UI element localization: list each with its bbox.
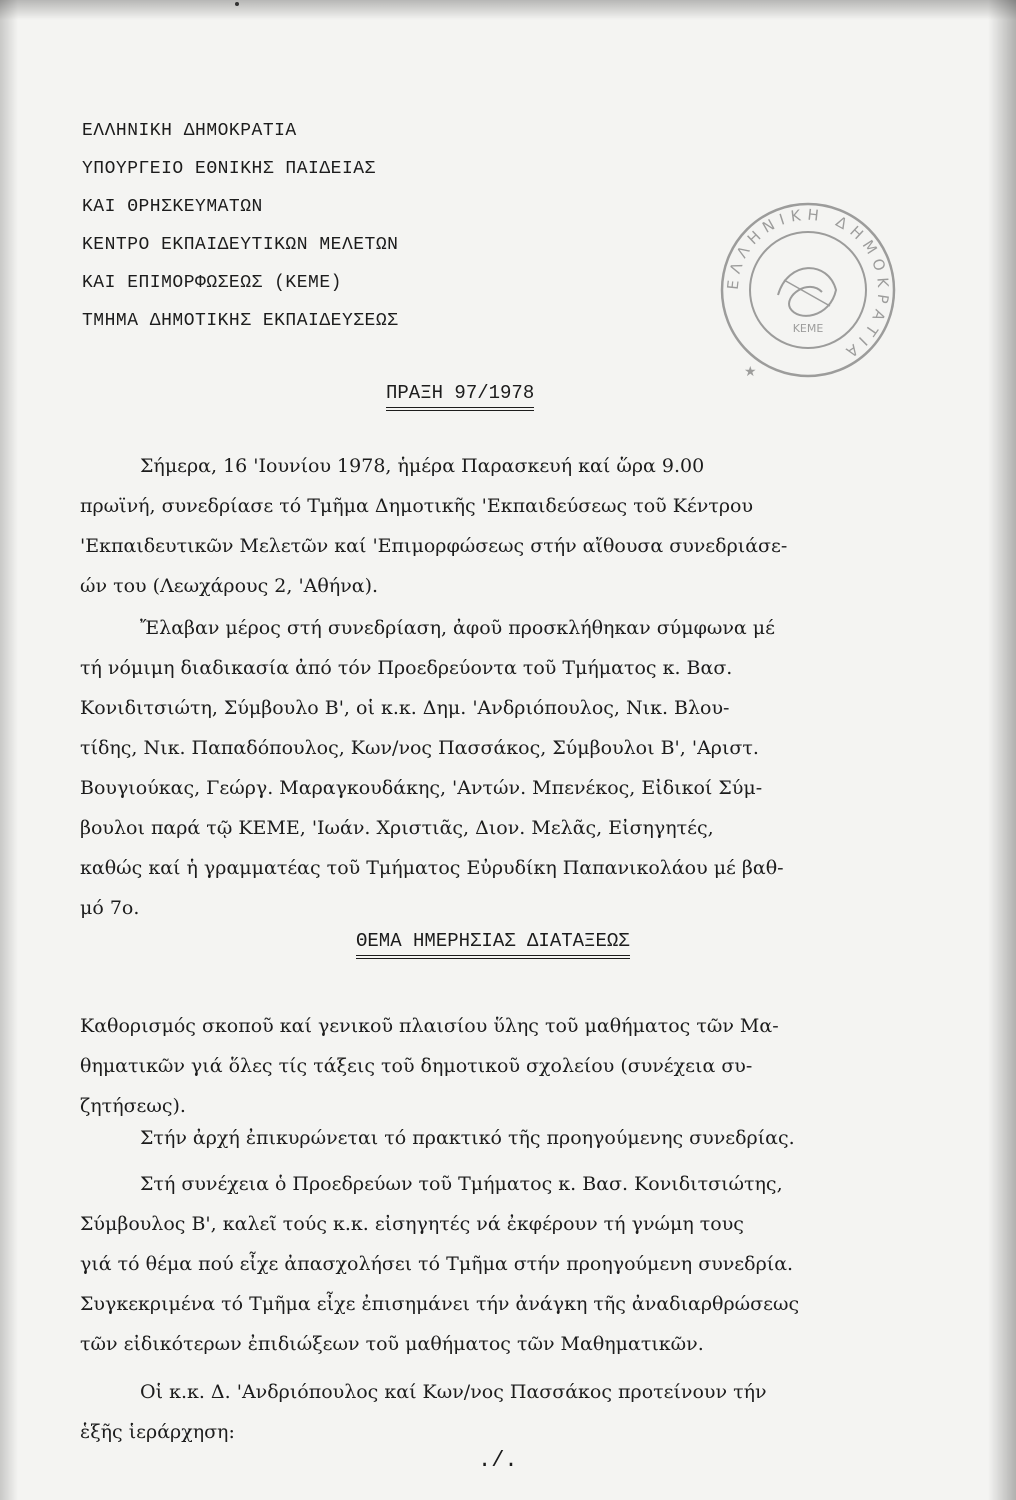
intro-line-3: 'Εκπαιδευτικῶν Μελετῶν καί 'Επιμορφώσεως στήν αἴθουσα συνεδριάσε- bbox=[80, 535, 788, 557]
topic-line-2: θηματικῶν γιά ὅλες τίς τάξεις τοῦ δημοτικοῦ σχολείου (συνέχεια συ- bbox=[80, 1055, 753, 1077]
participants-line-4: τίδης, Νικ. Παπαδόπουλος, Κων/νος Πασσάκος, Σύμβουλοι Β', 'Αριστ. bbox=[80, 737, 759, 759]
proposal-paragraph bbox=[80, 1372, 950, 1452]
stamp-outer-text: ΕΛΛΗΝΙΚΗ ΔΗΜΟΚΡΑΤΙΑ bbox=[723, 205, 893, 365]
topic-paragraph bbox=[80, 1006, 950, 1126]
header-line-4: ΚΕΝΤΡΟ ΕΚΠΑΙΔΕΥΤΙΚΩΝ ΜΕΛΕΤΩΝ bbox=[82, 235, 399, 255]
topic-line-3: ζητήσεως). bbox=[80, 1095, 186, 1117]
issuer-header bbox=[82, 112, 398, 340]
header-line-2: ΥΠΟΥΡΓΕΙΟ ΕΘΝΙΚΗΣ ΠΑΙΔΕΙΑΣ bbox=[82, 159, 376, 179]
participants-line-6: βουλοι παρά τῷ ΚΕΜΕ, 'Ιωάν. Χριστιᾶς, Διον. Μελᾶς, Εἰσηγητές, bbox=[80, 817, 714, 839]
intro-line-4: ών του (Λεωχάρους 2, 'Αθήνα). bbox=[80, 575, 379, 597]
page-continuation-mark: ./. bbox=[478, 1448, 518, 1473]
discussion-line-1: Στή συνέχεια ὁ Προεδρεύων τοῦ Τμήματος κ. Βασ. Κονιδιτσιώτης, bbox=[140, 1173, 783, 1195]
header-line-5: ΚΑΙ ΕΠΙΜΟΡΦΩΣΕΩΣ (ΚΕΜΕ) bbox=[82, 273, 342, 293]
topic-line-1: Καθορισμός σκοποῦ καί γενικοῦ πλαισίου ὕλης τοῦ μαθήματος τῶν Μα- bbox=[80, 1015, 779, 1037]
header-line-6: ΤΜΗΜΑ ΔΗΜΟΤΙΚΗΣ ΕΚΠΑΙΔΕΥΣΕΩΣ bbox=[82, 311, 399, 331]
scan-speck bbox=[235, 2, 239, 6]
discussion-line-2: Σύμβουλος Β', καλεῖ τούς κ.κ. εἰσηγητές νά ἐκφέρουν τή γνώμη τους bbox=[80, 1213, 744, 1235]
approval-line-1: Στήν ἀρχή ἐπικυρώνεται τό πρακτικό τῆς προηγούμενης συνεδρίας. bbox=[140, 1127, 795, 1149]
intro-line-2: πρωϊνή, συνεδρίασε τό Τμῆμα Δημοτικῆς 'Εκπαιδεύσεως τοῦ Κέντρου bbox=[80, 495, 754, 517]
scan-top-shadow bbox=[0, 0, 1016, 20]
header-line-1: ΕΛΛΗΝΙΚΗ ΔΗΜΟΚΡΑΤΙΑ bbox=[82, 121, 297, 141]
scan-left-shadow bbox=[0, 0, 18, 1500]
scan-right-shadow bbox=[988, 0, 1016, 1500]
intro-line-1: Σήμερα, 16 'Ιουνίου 1978, ἡμέρα Παρασκευή καί ὥρα 9.00 bbox=[140, 455, 705, 477]
svg-text:★: ★ bbox=[744, 364, 757, 380]
approval-paragraph bbox=[80, 1118, 950, 1158]
header-line-3: ΚΑΙ ΘΡΗΣΚΕΥΜΑΤΩΝ bbox=[82, 197, 263, 217]
act-title: ΠΡΑΞΗ 97/1978 bbox=[386, 382, 534, 411]
stamp-seal-icon bbox=[718, 200, 898, 380]
discussion-line-3: γιά τό θέμα πού εἶχε ἀπασχολήσει τό Τμῆμα στήν προηγούμενη συνεδρία. bbox=[80, 1253, 794, 1275]
participants-line-3: Κονιδιτσιώτη, Σύμβουλο Β', οἱ κ.κ. Δημ. 'Ανδριόπουλος, Νικ. Βλου- bbox=[80, 697, 730, 719]
participants-line-1: Ἔλαβαν μέρος στή συνεδρίαση, ἀφοῦ προσκλήθηκαν σύμφωνα μέ bbox=[140, 617, 775, 639]
discussion-paragraph bbox=[80, 1164, 950, 1364]
proposal-line-2: ἑξῆς ἱεράρχηση: bbox=[80, 1421, 235, 1443]
participants-line-2: τή νόμιμη διαδικασία ἀπό τόν Προεδρεύοντα τοῦ Τμήματος κ. Βασ. bbox=[80, 657, 733, 679]
proposal-line-1: Οἱ κ.κ. Δ. 'Ανδριόπουλος καί Κων/νος Πασσάκος προτείνουν τήν bbox=[140, 1381, 767, 1403]
discussion-line-5: τῶν εἰδικότερων ἐπιδιώξεων τοῦ μαθήματος τῶν Μαθηματικῶν. bbox=[80, 1333, 704, 1355]
participants-line-8: μό 7ο. bbox=[80, 897, 140, 919]
participants-paragraph bbox=[80, 608, 950, 928]
official-stamp bbox=[718, 200, 898, 380]
discussion-line-4: Συγκεκριμένα τό Τμῆμα εἶχε ἐπισημάνει τήν ἀνάγκη τῆς ἀναδιαρθρώσεως bbox=[80, 1293, 800, 1315]
stamp-inner-text: ΚΕΜΕ bbox=[792, 322, 824, 335]
participants-line-5: Βουγιούκας, Γεώργ. Μαραγκουδάκης, 'Αντών. Μπενέκος, Εἰδικοί Σύμ- bbox=[80, 777, 763, 799]
intro-paragraph bbox=[80, 446, 950, 606]
svg-text:ΕΛΛΗΝΙΚΗ ΔΗΜΟΚΡΑΤΙΑ bbox=[724, 206, 893, 365]
agenda-section-title: ΘΕΜΑ ΗΜΕΡΗΣΙΑΣ ΔΙΑΤΑΞΕΩΣ bbox=[356, 930, 630, 959]
participants-line-7: καθώς καί ἡ γραμματέας τοῦ Τμήματος Εὐρυδίκη Παπανικολάου μέ βαθ- bbox=[80, 857, 784, 879]
